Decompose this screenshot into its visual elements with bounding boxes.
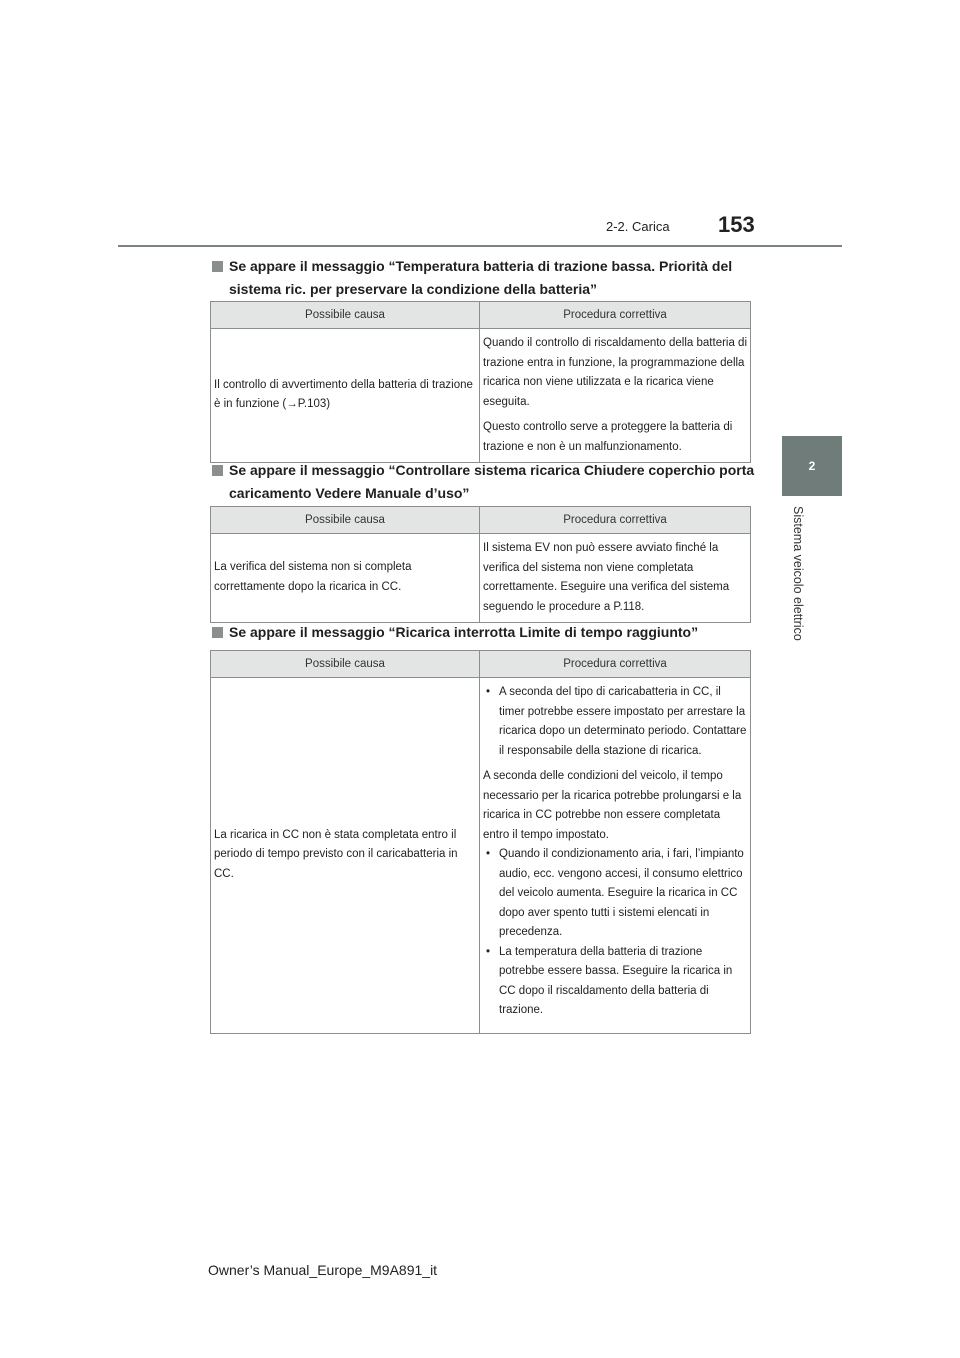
section-heading-3: Se appare il messaggio “Ricarica interrotta Limite di tempo raggiunto”: [212, 621, 772, 644]
cause-cell: Il controllo di avvertimento della batteria di trazione è in funzione (→P.103): [211, 329, 480, 463]
cause-cell: La verifica del sistema non si completa correttamente dopo la ricarica in CC.: [211, 534, 480, 623]
procedure-paragraph: Quando il controllo di riscaldamento della batteria di trazione entra in funzione, la programmazione della ricarica non viene utilizzata e la ricarica viene eseguita.: [483, 337, 748, 408]
page-number: 153: [718, 212, 755, 237]
procedure-cell: [480, 534, 751, 623]
procedure-cell: [480, 329, 751, 463]
list-item: • A seconda del tipo di caricabatteria in CC, il timer potrebbe essere impostato per arrestare la ricarica dopo un determinato periodo. Contattare il responsabile della stazione di ricarica.: [483, 683, 747, 761]
column-header-procedure: Procedura correttiva: [480, 651, 751, 678]
square-bullet-icon: [212, 261, 223, 272]
chapter-label: Sistema veicolo elettrico: [791, 506, 805, 641]
section-heading-1: Se appare il messaggio “Temperatura batteria di trazione bassa. Priorità del sistema ric. per preservare la condizione della batteria”: [212, 255, 772, 301]
section-heading-2: Se appare il messaggio “Controllare sistema ricarica Chiudere coperchio porta caricamento Vedere Manuale d’uso”: [212, 459, 772, 505]
footer-manual-id: Owner’s Manual_Europe_M9A891_it: [208, 1262, 438, 1278]
procedure-paragraph: Questo controllo serve a proteggere la batteria di trazione e non è un malfunzionamento.: [483, 421, 733, 453]
square-bullet-icon: [212, 627, 223, 638]
header-rule: [118, 245, 842, 247]
cause-table-2: [210, 506, 751, 623]
list-item: • La temperatura della batteria di trazione potrebbe essere bassa. Eseguire la ricarica in CC dopo il riscaldamento della batteria di trazione.: [483, 943, 747, 1021]
cause-table-1: [210, 301, 751, 463]
list-item: • Quando il condizionamento aria, i fari, l’impianto audio, ecc. vengono accesi, il consumo elettrico del veicolo aumenta. Eseguire la ricarica in CC dopo aver spento tutti i sistemi elencati in precedenza.: [483, 845, 747, 943]
cause-cell: La ricarica in CC non è stata completata entro il periodo di tempo previsto con il caricabatteria in CC.: [211, 678, 480, 1034]
column-header-procedure: Procedura correttiva: [480, 507, 751, 534]
cause-table-3: [210, 650, 751, 1034]
column-header-cause: Possibile causa: [211, 302, 480, 329]
column-header-procedure: Procedura correttiva: [480, 302, 751, 329]
procedure-paragraph: Il sistema EV non può essere avviato finché la verifica del sistema non viene completata correttamente. Eseguire una verifica del sistema seguendo le procedure a P.118.: [483, 542, 730, 613]
column-header-cause: Possibile causa: [211, 651, 480, 678]
procedure-list: [483, 845, 747, 1021]
section-title: 2-2. Carica: [606, 219, 670, 234]
column-header-cause: Possibile causa: [211, 507, 480, 534]
square-bullet-icon: [212, 465, 223, 476]
procedure-list: [483, 683, 747, 761]
procedure-cell: [480, 678, 751, 1034]
procedure-paragraph: A seconda delle condizioni del veicolo, il tempo necessario per la ricarica potrebbe prolungarsi e la ricarica in CC potrebbe non essere completata entro il tempo impostato.: [483, 770, 742, 841]
chapter-tab: 2: [782, 436, 842, 496]
